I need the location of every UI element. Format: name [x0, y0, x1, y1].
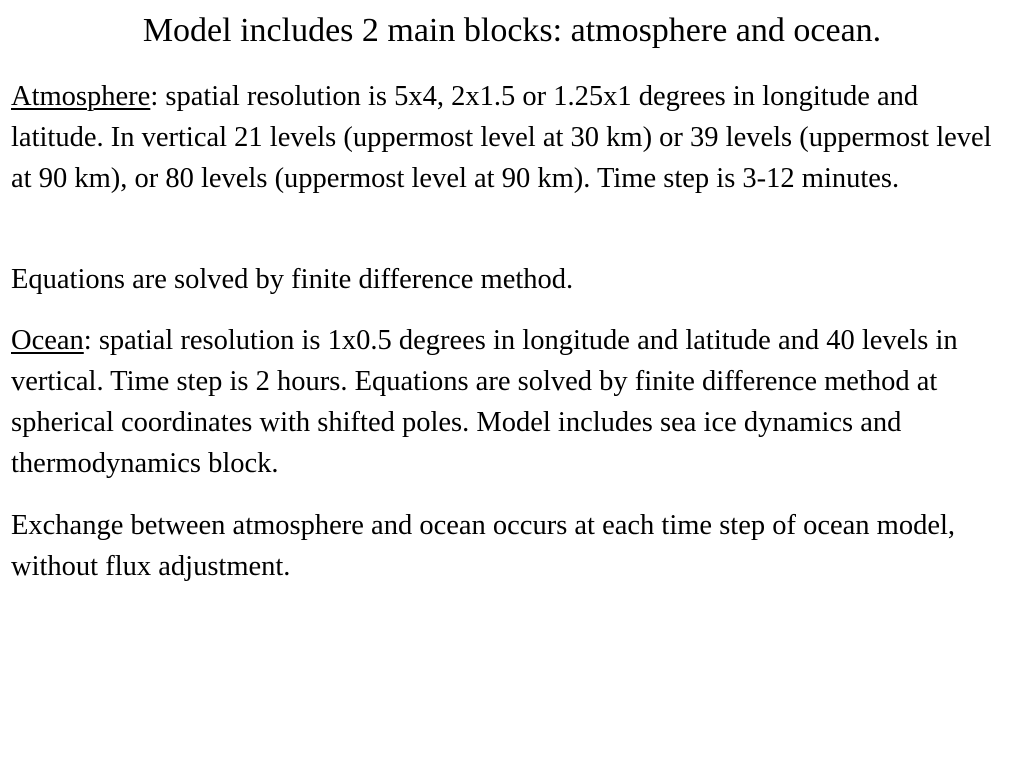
atmosphere-text: : spatial resolution is 5x4, 2x1.5 or 1.25x1 degrees in longitude and latitude. In vertical 21 levels (uppermost level at 30 km) or 39 levels (uppermost level at 90 km), or 80 levels (uppermost level at 90 km). Time step is 3-12 minutes.: [11, 81, 992, 194]
equations-paragraph: Equations are solved by finite difference method.: [11, 264, 574, 295]
ocean-paragraph: [11, 320, 1016, 484]
atmosphere-label: Atmosphere: [11, 81, 151, 112]
ocean-text: : spatial resolution is 1x0.5 degrees in longitude and latitude and 40 levels in vertical. Time step is 2 hours. Equations are solved by finite difference method at spherical coordinates with shifted poles. Model includes sea ice dynamics and thermodynamics block.: [11, 325, 958, 479]
atmosphere-paragraph: [11, 76, 1016, 199]
exchange-paragraph: Exchange between atmosphere and ocean occurs at each time step of ocean model, without flux adjustment.: [11, 510, 956, 582]
slide-title: Model includes 2 main blocks: atmosphere and ocean.: [142, 12, 882, 49]
ocean-label: Ocean: [11, 325, 84, 356]
